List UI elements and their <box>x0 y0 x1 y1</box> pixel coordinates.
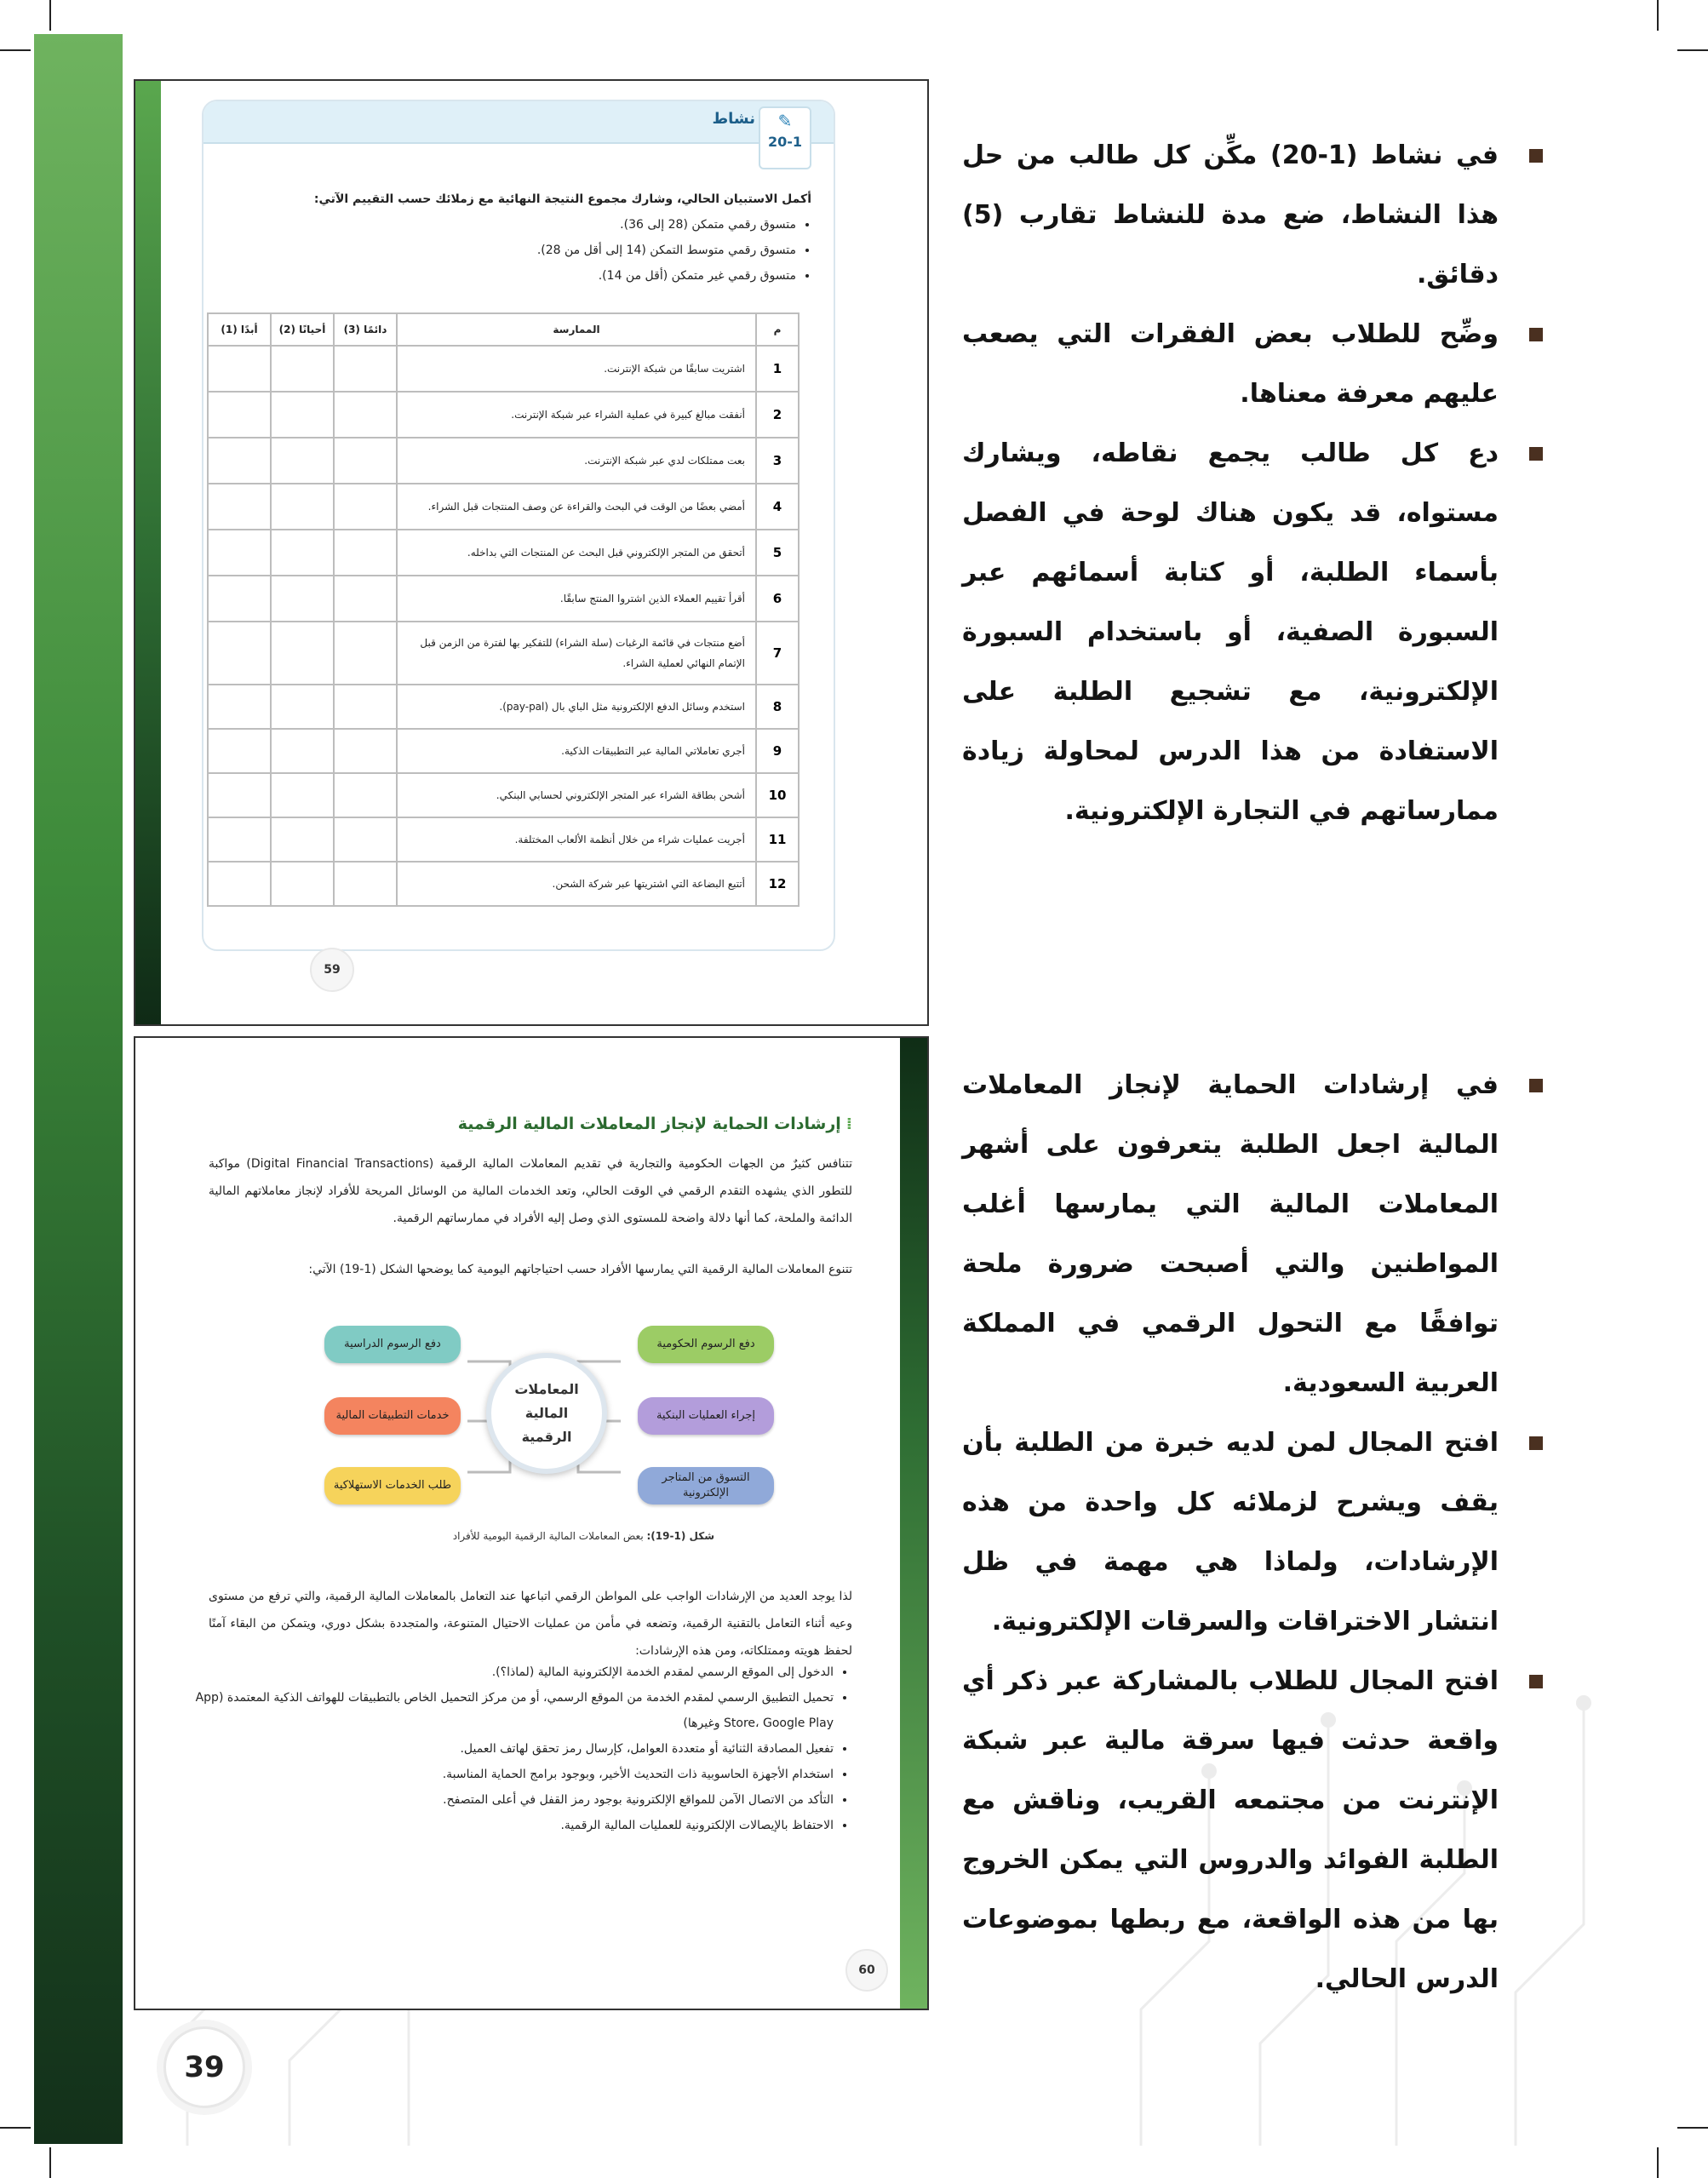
check-cell[interactable] <box>271 622 334 685</box>
table-row <box>208 576 799 622</box>
mindmap-center <box>486 1353 607 1474</box>
level-item: • متسوق رقمي متوسط التمكن (14 إلى أقل من 28). <box>232 238 796 263</box>
row-text: بعت ممتلكات لدي عبر شبكة الإنترنت. <box>397 438 756 484</box>
activity-header <box>203 101 834 144</box>
check-cell[interactable] <box>208 530 271 576</box>
table-row <box>208 817 799 862</box>
check-cell[interactable] <box>271 484 334 530</box>
tips-list <box>190 1659 852 1838</box>
caption-label: شكل (1-19): <box>646 1530 714 1542</box>
check-cell[interactable] <box>208 729 271 773</box>
row-text: أمضي بعضًا من الوقت في البحث والقراءة عن وصف المنتجات قبل الشراء. <box>397 484 756 530</box>
mindmap-node-shopping: التسوق من المتاجر الإلكترونية <box>638 1467 774 1505</box>
row-text: أجري تعاملاتي المالية عبر التطبيقات الذكية. <box>397 729 756 773</box>
row-text: اشتريت سابقًا من شبكة الإنترنت. <box>397 346 756 392</box>
tip-item: • التأكد من الاتصال الآمن للمواقع الإلكترونية بوجود رمز القفل في أعلى المتصفح. <box>190 1787 834 1813</box>
check-cell[interactable] <box>334 484 397 530</box>
check-cell[interactable] <box>334 346 397 392</box>
check-cell[interactable] <box>271 862 334 906</box>
guidance-item: وضِّح للطلاب بعض الفقرات التي يصعب عليهم معرفة معناها. <box>962 305 1543 424</box>
guidance-item: دع كل طالب يجمع نقاطه، ويشارك مستواه، قد يكون هناك لوحة في الفصل بأسماء الطلبة، أو كتابة أسمائهم عبر السبورة الصفية، أو باستخدام السبورة الإلكترونية، مع تشجيع الطلبة على الاستفادة من هذا الدرس لمحاولة زيادة ممارساتهم في التجارة الإلكترونية. <box>962 424 1543 841</box>
table-row <box>208 438 799 484</box>
mindmap-node-gov-fees: دفع الرسوم الحكومية <box>638 1326 774 1363</box>
crop-mark <box>1657 2147 1659 2178</box>
check-cell[interactable] <box>271 817 334 862</box>
check-cell[interactable] <box>334 576 397 622</box>
caption-text: بعض المعاملات المالية الرقمية اليومية للأفراد <box>452 1530 647 1542</box>
activity-icon: ✎ <box>777 111 793 131</box>
guidance-item: في نشاط (1-20) مكِّن كل طالب من حل هذا النشاط، ضع مدة للنشاط تقارب (5) دقائق. <box>962 126 1543 305</box>
check-cell[interactable] <box>334 685 397 729</box>
row-number: 7 <box>756 622 799 685</box>
check-cell[interactable] <box>208 484 271 530</box>
mindmap-node-school-fees: دفع الرسوم الدراسية <box>324 1326 461 1363</box>
row-text: أتحقق من المتجر الإلكتروني قبل البحث عن المنتجات التي بداخله. <box>397 530 756 576</box>
center-line: المعاملات <box>514 1381 579 1397</box>
mindmap-node-consumer-services: طلب الخدمات الاستهلاكية <box>324 1467 461 1505</box>
guidelines-paragraph: لذا يوجد العديد من الإرشادات الواجب على المواطن الرقمي اتباعها عند التعامل بالمعاملات المالية الرقمية، والتي ترفع من مستوى وعيه أثناء التعامل بالتقنية الرقمية، وتضعه في مأمن من عمليات الاحتيال المتنوعة، والمتجددة بشكل دوري، ويتمكن من البقاء آمنًا لحفظ هويته وممتلكاته، ومن هذه الإرشادات: <box>209 1590 852 1658</box>
crop-mark <box>1657 0 1659 31</box>
check-cell[interactable] <box>334 438 397 484</box>
activity-card <box>202 100 835 951</box>
check-cell[interactable] <box>271 438 334 484</box>
table-row <box>208 622 799 685</box>
table-row <box>208 685 799 729</box>
row-number: 10 <box>756 773 799 817</box>
check-cell[interactable] <box>208 773 271 817</box>
check-cell[interactable] <box>208 576 271 622</box>
check-cell[interactable] <box>271 530 334 576</box>
row-number: 3 <box>756 438 799 484</box>
row-number: 4 <box>756 484 799 530</box>
crop-mark <box>1677 49 1708 51</box>
section-heading <box>458 1115 852 1133</box>
check-cell[interactable] <box>208 438 271 484</box>
guidance-item: في إرشادات الحماية لإنجاز المعاملات المالية اجعل الطلبة يتعرفون على أشهر المعاملات المالية التي يمارسها أغلب المواطنين والتي أصبحت ضرورة ملحة توافقًا مع التحول الرقمي في المملكة العربية السعودية. <box>962 1056 1543 1413</box>
inner-page-number: 60 <box>845 1949 888 1992</box>
center-line: المالية <box>524 1405 569 1421</box>
row-text: أقرأ تقييم العملاء الذين اشتروا المنتج سابقًا. <box>397 576 756 622</box>
level-item: • متسوق رقمي متمكن (28 إلى 36). <box>232 212 796 238</box>
row-text: أضع منتجات في قائمة الرغبات (سلة الشراء) للتفكير بها لفترة من الزمن قبل الإتمام النهائي لعملية الشراء. <box>397 622 756 685</box>
row-text: أجريت عمليات شراء من خلال أنظمة الألعاب المختلفة. <box>397 817 756 862</box>
row-number: 5 <box>756 530 799 576</box>
check-cell[interactable] <box>271 685 334 729</box>
check-cell[interactable] <box>334 862 397 906</box>
level-item: • متسوق رقمي غير متمكن (أقل من 14). <box>232 263 796 289</box>
check-cell[interactable] <box>334 729 397 773</box>
guidance-item: افتح المجال لمن لديه خبرة من الطلبة بأن يقف ويشرح لزملائه كل واحدة من هذه الإرشادات، ولماذا هي مهمة في ظل انتشار الاختراقات والسرقات الإلكترونية. <box>962 1413 1543 1652</box>
row-text: أشحن بطاقة الشراء عبر المتجر الإلكتروني لحسابي البنكي. <box>397 773 756 817</box>
tip-item: • الدخول إلى الموقع الرسمي لمقدم الخدمة الإلكترونية المالية (لماذا؟). <box>190 1659 834 1685</box>
tip-item: • استخدام الأجهزة الحاسوبية ذات التحديث الأخير، وبوجود برامج الحماية المناسبة. <box>190 1762 834 1787</box>
practice-table <box>207 312 800 907</box>
check-cell[interactable] <box>334 622 397 685</box>
check-cell[interactable] <box>208 346 271 392</box>
row-text: أنفقت مبالغ كبيرة في عملية الشراء عبر شبكة الإنترنت. <box>397 392 756 438</box>
col-header-num: م <box>756 313 799 346</box>
mindmap-node-banking: إجراء العمليات البنكية <box>638 1397 774 1435</box>
row-number: 2 <box>756 392 799 438</box>
heading-marker-icon: ⁞ <box>845 1115 852 1133</box>
level-list <box>232 212 811 289</box>
check-cell[interactable] <box>271 729 334 773</box>
section-heading-text: إرشادات الحماية لإنجاز المعاملات المالية الرقمية <box>457 1115 841 1133</box>
check-cell[interactable] <box>208 862 271 906</box>
check-cell[interactable] <box>334 392 397 438</box>
activity-intro: أكمل الاستبيان الحالي، وشارك مجموع النتيجة النهائية مع زملائك حسب التقييم الآتي: <box>313 192 811 206</box>
row-number: 11 <box>756 817 799 862</box>
figure-caption <box>453 1530 714 1542</box>
table-header-row <box>208 313 799 346</box>
check-cell[interactable] <box>208 685 271 729</box>
check-cell[interactable] <box>271 576 334 622</box>
row-number: 12 <box>756 862 799 906</box>
panel-green-strip <box>900 1038 927 2009</box>
activity-instructions <box>232 186 811 289</box>
table-row <box>208 729 799 773</box>
inner-page-number: 59 <box>310 948 354 992</box>
mindmap-node-finance-apps: خدمات التطبيقات المالية <box>324 1397 461 1435</box>
check-cell[interactable] <box>208 622 271 685</box>
crop-mark <box>49 2147 51 2178</box>
guidance-item: افتح المجال للطلاب بالمشاركة عبر ذكر أي واقعة حدثت فيها سرقة مالية عبر شبكة الإنترنت من مجتمعه القريب، وناقش مع الطلبة الفوائد والدروس التي يمكن الخروج بها من هذه الواقعة، مع ربطها بموضوعات الدرس الحالي. <box>962 1652 1543 2009</box>
crop-mark <box>1677 2127 1708 2129</box>
activity-page-thumbnail <box>134 79 929 1026</box>
row-number: 9 <box>756 729 799 773</box>
row-number: 8 <box>756 685 799 729</box>
crop-mark <box>0 49 31 51</box>
check-cell[interactable] <box>271 773 334 817</box>
col-header-practice: الممارسة <box>397 313 756 346</box>
crop-mark <box>49 0 51 31</box>
check-cell[interactable] <box>334 773 397 817</box>
table-row <box>208 530 799 576</box>
table-row <box>208 346 799 392</box>
activity-code: 20-1 <box>767 134 803 150</box>
teacher-guidance-top <box>962 126 1543 841</box>
check-cell[interactable] <box>271 346 334 392</box>
tip-item: • تحميل التطبيق الرسمي لمقدم الخدمة من الموقع الرسمي، أو من مركز التحميل الخاص بالتطبيقات للهواتف الذكية المعتمدة (App Store، Google Play وغيرها) <box>190 1685 834 1736</box>
activity-badge <box>759 106 811 169</box>
row-number: 6 <box>756 576 799 622</box>
types-paragraph: تتنوع المعاملات المالية الرقمية التي يمارسها الأفراد حسب احتياجاتهم اليومية كما يوضحها الشكل (1-19) الآتي: <box>308 1263 852 1276</box>
col-header-never: أبدًا (1) <box>208 313 271 346</box>
row-number: 1 <box>756 346 799 392</box>
col-header-always: دائمًا (3) <box>334 313 397 346</box>
check-cell[interactable] <box>208 817 271 862</box>
tip-item: • تفعيل المصادقة الثنائية أو متعددة العوامل، كإرسال رمز تحقق لهاتف العميل. <box>190 1736 834 1762</box>
page-side-bar <box>34 34 123 2144</box>
guidelines-page-thumbnail <box>134 1036 929 2010</box>
center-line: الرقمية <box>521 1429 572 1445</box>
col-header-sometimes: أحيانًا (2) <box>271 313 334 346</box>
check-cell[interactable] <box>271 392 334 438</box>
row-text: أتتبع البضاعة التي اشتريتها عبر شركة الشحن. <box>397 862 756 906</box>
table-row <box>208 773 799 817</box>
row-text: استخدم وسائل الدفع الإلكترونية مثل الباي بال (pay-pal). <box>397 685 756 729</box>
panel-green-strip <box>135 81 161 1024</box>
check-cell[interactable] <box>334 817 397 862</box>
activity-title: نشاط <box>712 110 755 128</box>
table-row <box>208 484 799 530</box>
teacher-guidance-bottom <box>962 1056 1543 2009</box>
intro-paragraph: تتنافس كثيرٌ من الجهات الحكومية والتجارية في تقديم المعاملات المالية الرقمية (Digital Financial Transactions) مواكبة للتطور الذي يشهده التقدم الرقمي في الوقت الحالي، وتعد الخدمات المالية من الوسائل المريحة للأفراد لإنجاز معاملاتهم المالية الدائمة والملحة، كما أنها دلالة واضحة للمستوى الذي وصل إليه الأفراد في ممارساتهم الرقمية. <box>209 1157 852 1225</box>
check-cell[interactable] <box>334 530 397 576</box>
table-row <box>208 392 799 438</box>
page-number: 39 <box>163 2026 245 2108</box>
tip-item: • الاحتفاظ بالإيصالات الإلكترونية للعمليات المالية الرقمية. <box>190 1813 834 1838</box>
crop-mark <box>0 2127 31 2129</box>
check-cell[interactable] <box>208 392 271 438</box>
table-row <box>208 862 799 906</box>
